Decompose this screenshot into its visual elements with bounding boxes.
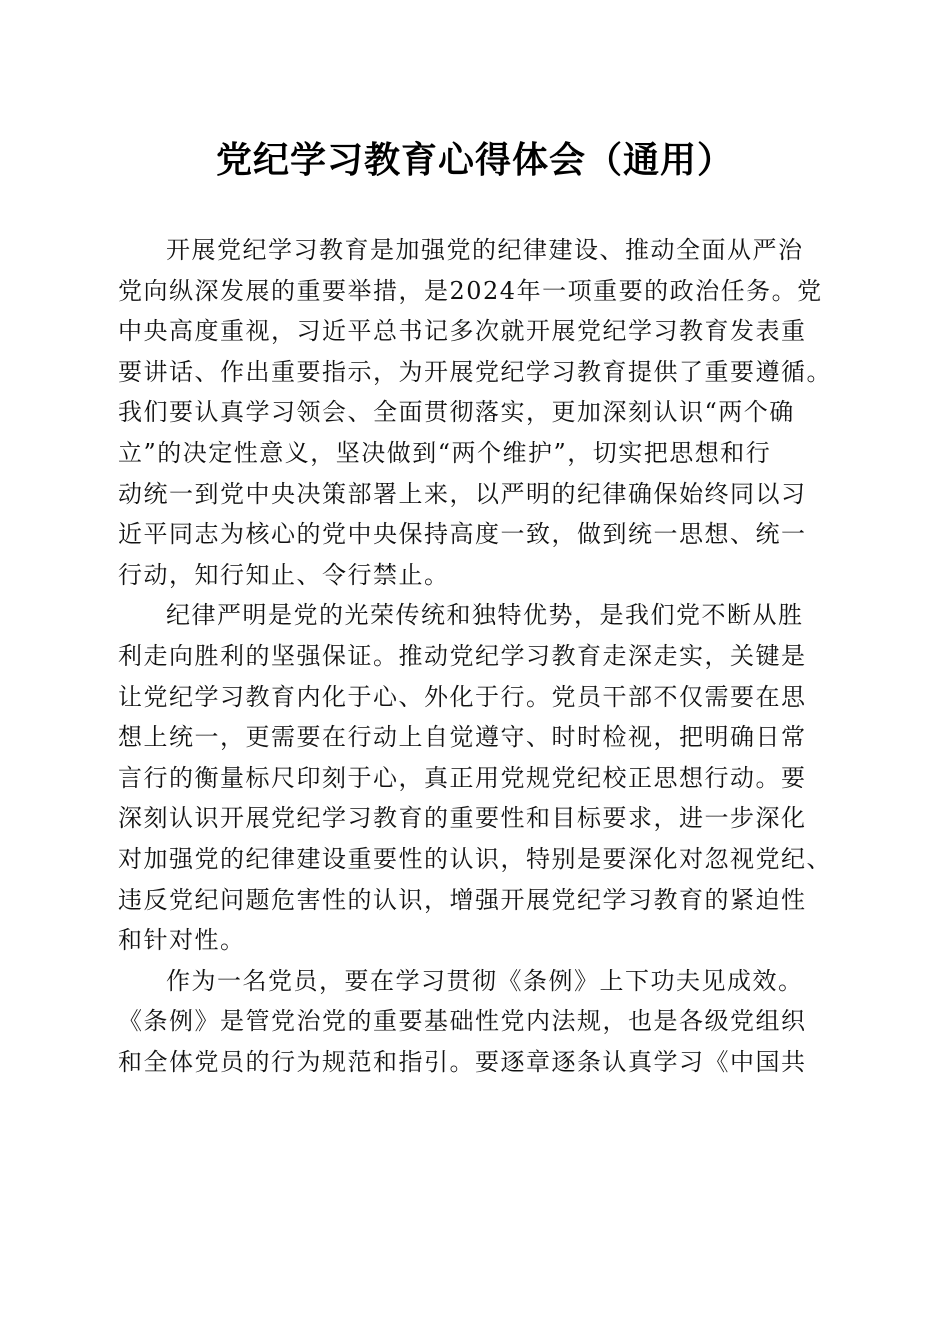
text-line: 和全体党员的行为规范和指引。要逐章逐条认真学习《中国共: [118, 1047, 807, 1076]
text-line: 违反党纪问题危害性的认识，增强开展党纪学习教育的紧迫性: [118, 885, 807, 914]
text-line: 行动，知行知止、令行禁止。: [118, 560, 450, 589]
text-line: 言行的衡量标尺印刻于心，真正用党规党纪校正思想行动。要: [118, 763, 807, 792]
text-line: 开展党纪学习教育是加强党的纪律建设、推动全面从严治: [166, 236, 804, 264]
text-line: 立”的决定性意义，坚决做到“两个维护”，切实把思想和行: [118, 438, 772, 467]
text-line: 纪律严明是党的光荣传统和独特优势，是我们党不断从胜: [166, 601, 804, 630]
text-line: 中央高度重视，习近平总书记多次就开展党纪学习教育发表重: [118, 317, 807, 346]
text-line: 利走向胜利的坚强保证。推动党纪学习教育走深走实，关键是: [118, 641, 807, 670]
text-line: 党向纵深发展的重要举措，是2024年一项重要的政治任务。党: [118, 276, 823, 305]
page-title: 党纪学习教育心得体会（通用）: [215, 139, 734, 181]
text-line: 动统一到党中央决策部署上来，以严明的纪律确保始终同以习: [118, 479, 807, 508]
paragraph-1: [118, 230, 832, 595]
text-line: 要讲话、作出重要指示，为开展党纪学习教育提供了重要遵循。: [118, 357, 832, 386]
text-line: 和针对性。: [118, 926, 246, 955]
text-line: 我们要认真学习领会、全面贯彻落实，更加深刻认识“两个确: [118, 398, 795, 427]
text-line: 想上统一，更需要在行动上自觉遵守、时时检视，把明确日常: [118, 723, 807, 752]
text-line: 近平同志为核心的党中央保持高度一致，做到统一思想、统一: [118, 520, 807, 549]
text-line: 深刻认识开展党纪学习教育的重要性和目标要求，进一步深化: [118, 804, 807, 833]
paragraph-2: [118, 595, 832, 960]
paragraph-3: [118, 961, 832, 1083]
text-line: 对加强党的纪律建设重要性的认识，特别是要深化对忽视党纪、: [118, 844, 832, 873]
document-body: [118, 230, 832, 1082]
text-line: 《条例》是管党治党的重要基础性党内法规，也是各级党组织: [118, 1007, 807, 1036]
text-line: 让党纪学习教育内化于心、外化于行。党员干部不仅需要在思: [118, 682, 807, 711]
text-line: 作为一名党员，要在学习贯彻《条例》上下功夫见成效。: [166, 966, 804, 995]
